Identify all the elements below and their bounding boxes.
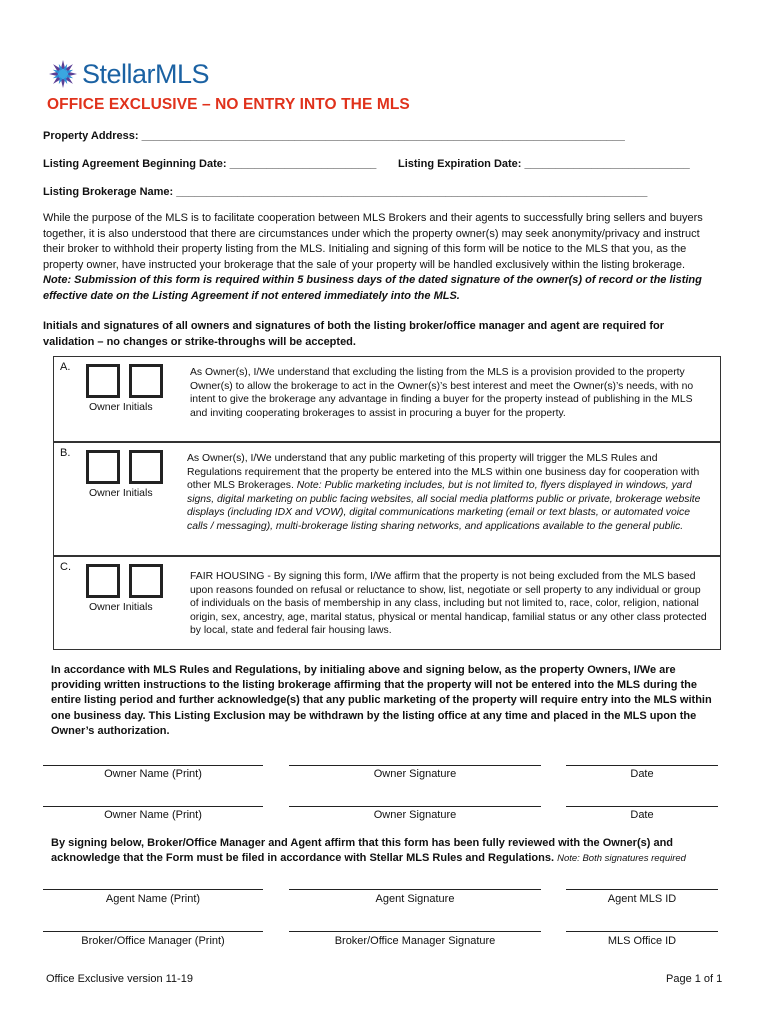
owner-initials-label: Owner Initials <box>89 401 153 413</box>
intro-note: Note: Submission of this form is required within 5 business days of the dated signature of the owner(s) of record or the listing effective date on the Listing Agreement if not entered immediately into the MLS. <box>43 274 702 302</box>
section-letter: A. <box>60 361 71 373</box>
broker-statement: By signing below, Broker/Office Manager and Agent affirm that this form has been fully reviewed with the Owner(s) and acknowledge that the Form must be filed in accordance with Stellar MLS Rules and Regulations. Note: Both signatures required <box>51 837 686 865</box>
owner-initials-label: Owner Initials <box>89 601 153 613</box>
signature-line[interactable] <box>566 931 718 932</box>
signature-line[interactable] <box>289 806 541 807</box>
property-address-field[interactable]: Property Address: _______________________________________________________________________________ <box>43 130 625 142</box>
owner-name-label: Owner Name (Print) <box>104 809 202 821</box>
form-version: Office Exclusive version 11-19 <box>46 973 193 985</box>
agent-signature-label: Agent Signature <box>375 893 455 905</box>
signature-line[interactable] <box>566 806 718 807</box>
signature-line[interactable] <box>43 931 263 932</box>
signature-line[interactable] <box>566 889 718 890</box>
intro-paragraph: While the purpose of the MLS is to facilitate cooperation between MLS Brokers and their agents to successfully bring sellers and buyers together, it is also understood that there are circumstances under which the property owner(s) may seek anonymity/privacy and instruct their broker to withhold their property listing from the MLS. Initialing and signing of this form will be notice to the MLS that you, as the property owner, have instructed your brokerage that the sale of your property will be handled exclusively within the listing brokerage. Note: Submission of this form is required within 5 business days of the dated signature of the owner(s) of record or the listing effective date on the Listing Agreement if not entered immediately into the MLS. <box>43 212 703 302</box>
broker-statement-note: Note: Both signatures required <box>557 853 686 865</box>
owner-initial-box-2[interactable] <box>129 564 163 598</box>
mls-office-id-label: MLS Office ID <box>607 935 677 947</box>
requirement-statement: Initials and signatures of all owners and signatures of both the listing broker/office manager and agent are required for validation – no changes or strike-throughs will be accepted. <box>43 320 665 348</box>
star-burst-icon <box>48 59 78 89</box>
section-a <box>53 356 721 442</box>
owner-signature-label: Owner Signature <box>373 809 457 821</box>
signature-line[interactable] <box>43 806 263 807</box>
owner-name-label: Owner Name (Print) <box>104 768 202 780</box>
broker-name-label: Broker/Office Manager (Print) <box>81 935 225 947</box>
signature-line[interactable] <box>289 765 541 766</box>
agent-mls-id-label: Agent MLS ID <box>607 893 677 905</box>
owner-initials-label: Owner Initials <box>89 487 153 499</box>
page-title: OFFICE EXCLUSIVE – NO ENTRY INTO THE MLS <box>47 96 410 113</box>
section-c <box>53 556 721 650</box>
signature-line[interactable] <box>566 765 718 766</box>
section-letter: B. <box>60 447 71 459</box>
section-b-text: As Owner(s), I/We understand that any public marketing of this property will trigger the MLS Rules and Regulations requirement that the property be entered into the MLS within one business day for cooperation with other MLS Brokerages. Note: Public marketing includes, but is not limited to, flyers displayed in windows, yard signs, digital marketing on public facing websites, all social media platforms public or private, brokerage website displays (including IDX and VOW), digital communications marketing (email or text blasts, or automated voice calls / messaging), multi-brokerage listing sharing networks, and applications available to the general public. <box>187 453 701 532</box>
section-letter: C. <box>60 561 71 573</box>
section-b <box>53 442 721 556</box>
owner-initial-box-1[interactable] <box>86 450 120 484</box>
brokerage-name-field[interactable]: Listing Brokerage Name: _____________________________________________________________________________ <box>43 186 648 198</box>
broker-signature-label: Broker/Office Manager Signature <box>334 935 496 947</box>
page-number: Page 1 of 1 <box>666 973 723 985</box>
accordance-statement: In accordance with MLS Rules and Regulations, by initialing above and signing below, as the property Owners, I/We are providing written instructions to the listing brokerage affirming that the property will not be entered into the MLS during the entire listing period and further acknowledge(s) that any public marketing of the property will require entry into the MLS within one business day. This Listing Exclusion may be withdrawn by the listing office at any time and placed in the MLS upon the Owner’s authorization. <box>51 664 712 737</box>
signature-line[interactable] <box>289 931 541 932</box>
owner-initial-box-1[interactable] <box>86 364 120 398</box>
signature-line[interactable] <box>43 889 263 890</box>
logo-text: StellarMLS <box>82 58 210 89</box>
date-label: Date <box>630 768 654 780</box>
stellar-mls-logo <box>48 58 209 90</box>
agent-name-label: Agent Name (Print) <box>105 893 201 905</box>
section-b-note: Note: Public marketing includes, but is not limited to, flyers displayed in windows, yard signs, digital marketing on public facing websites, all social media platforms public or private, brokerage website displays (including IDX and VOW), digital communications marketing (email or text blasts, or automated voice calls / messaging), multi-brokerage listing sharing networks, and applications available to the general public. <box>187 480 701 532</box>
date-label: Date <box>630 809 654 821</box>
section-a-text: As Owner(s), I/We understand that excluding the listing from the MLS is a provision provided to the property Owner(s) to allow the brokerage to act in the Owner(s)’s best interest and meet the Owner(s)’s needs, with no intent to give the brokerage any advantage in finding a buyer for the property instead of publishing in the MLS and inviting cooperating brokerages to assist in procuring a buyer for the property. <box>190 367 694 419</box>
signature-line[interactable] <box>43 765 263 766</box>
owner-initial-box-2[interactable] <box>129 450 163 484</box>
owner-initial-box-2[interactable] <box>129 364 163 398</box>
expiration-date-field[interactable]: Listing Expiration Date: ___________________________ <box>398 158 690 170</box>
section-c-text: FAIR HOUSING - By signing this form, I/We affirm that the property is not being excluded from the MLS based upon reasons founded on refusal or reluctance to show, list, negotiate or sell property to any individual or group of individuals on the basis of membership in any class, including but not limited to, race, color, religion, national origin, sex, ancestry, age, marital status, physical or mental handicap, familial status or any other class protected by local, state and federal fair housing laws. <box>190 571 707 637</box>
owner-initial-box-1[interactable] <box>86 564 120 598</box>
signature-line[interactable] <box>289 889 541 890</box>
owner-signature-label: Owner Signature <box>373 768 457 780</box>
agreement-begin-date-field[interactable]: Listing Agreement Beginning Date: ________________________ <box>43 158 377 170</box>
